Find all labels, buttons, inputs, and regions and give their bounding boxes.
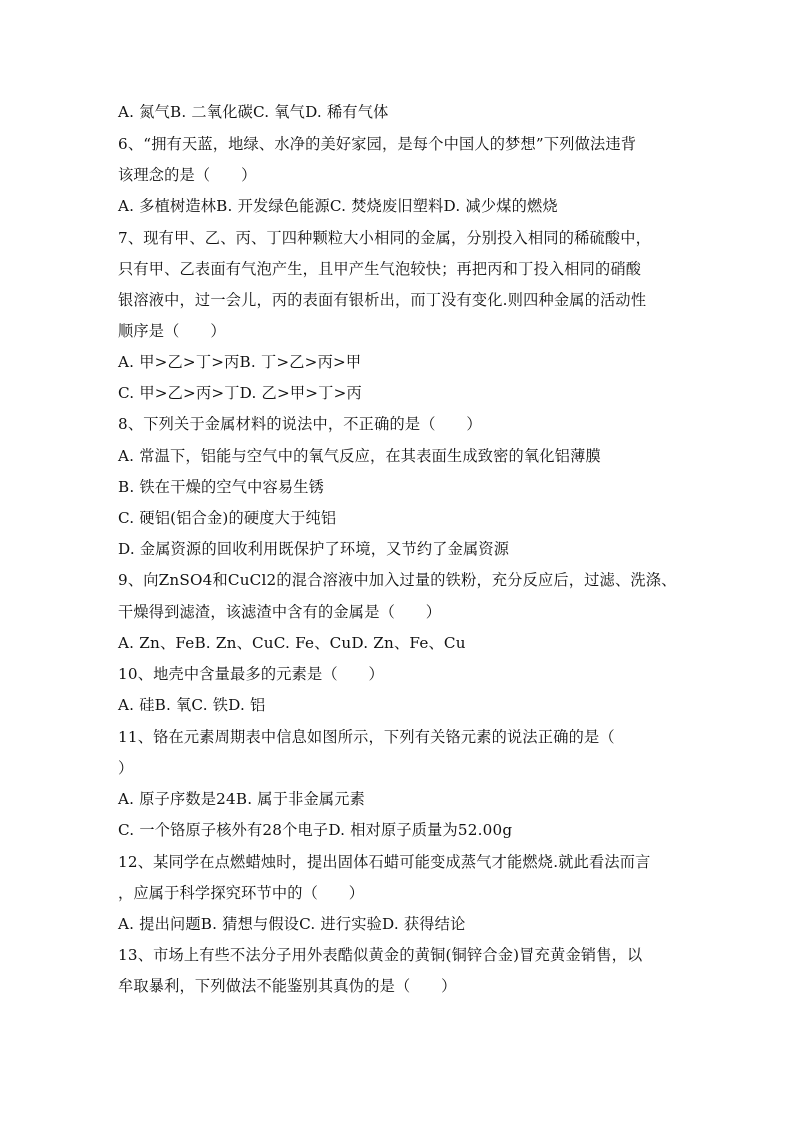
q9-stem-line-2: 干燥得到滤渣，该滤渣中含有的金属是（ ）: [118, 603, 442, 621]
q7-options-ab: A. 甲>乙>丁>丙B. 丁>乙>丙>甲: [118, 353, 362, 371]
q7-stem-line-3: 银溶液中，过一会儿，丙的表面有银析出，而丁没有变化.则四种金属的活动性: [118, 291, 647, 309]
q9-stem-line-1: 9、向ZnSO4和CuCl2的混合溶液中加入过量的铁粉，充分反应后，过滤、洗涤、: [118, 571, 677, 589]
q7-options-cd: C. 甲>乙>丙>丁D. 乙>甲>丁>丙: [118, 384, 362, 402]
q11-options-cd: C. 一个铬原子核外有28个电子D. 相对原子质量为52.00g: [118, 821, 513, 839]
q8-stem: 8、下列关于金属材料的说法中，不正确的是（ ）: [118, 415, 482, 433]
q13-stem-line-2: 牟取暴利，下列做法不能鉴别其真伪的是（ ）: [118, 977, 457, 995]
q6-stem-line-2: 该理念的是（ ）: [118, 166, 257, 184]
q7-stem-line-2: 只有甲、乙表面有气泡产生，且甲产生气泡较快；再把丙和丁投入相同的硝酸: [118, 260, 642, 278]
q12-stem-line-2: ，应属于科学探究环节中的（ ）: [118, 884, 365, 902]
q7-stem-line-4: 顺序是（ ）: [118, 322, 226, 340]
q11-stem-line-2: ）: [118, 759, 134, 777]
q8-option-a: A. 常温下，铝能与空气中的氧气反应，在其表面生成致密的氧化铝薄膜: [118, 447, 601, 465]
q13-stem-line-1: 13、市场上有些不法分子用外表酷似黄金的黄铜(铜锌合金)冒充黄金销售，以: [118, 946, 643, 964]
q10-options: A. 硅B. 氧C. 铁D. 铝: [118, 696, 266, 714]
q11-stem-line-1: 11、铬在元素周期表中信息如图所示，下列有关铬元素的说法正确的是（: [118, 728, 615, 746]
q6-stem-line-1: 6、“拥有天蓝，地绿、水净的美好家园，是每个中国人的梦想”下列做法违背: [118, 135, 637, 153]
q9-options: A. Zn、FeB. Zn、CuC. Fe、CuD. Zn、Fe、Cu: [118, 634, 466, 652]
q5-options: A. 氮气B. 二氧化碳C. 氧气D. 稀有气体: [118, 103, 389, 121]
q7-stem-line-1: 7、现有甲、乙、丙、丁四种颗粒大小相同的金属，分别投入相同的稀硫酸中，: [118, 229, 652, 247]
q10-stem: 10、地壳中含量最多的元素是（ ）: [118, 665, 384, 683]
q8-option-b: B. 铁在干燥的空气中容易生锈: [118, 478, 325, 496]
q6-options: A. 多植树造林B. 开发绿色能源C. 焚烧废旧塑料D. 减少煤的燃烧: [118, 197, 558, 215]
q11-options-ab: A. 原子序数是24B. 属于非金属元素: [118, 790, 366, 808]
q12-stem-line-1: 12、某同学在点燃蜡烛时，提出固体石蜡可能变成蒸气才能燃烧.就此看法而言: [118, 853, 651, 871]
q8-option-c: C. 硬铝(铝合金)的硬度大于纯铝: [118, 509, 337, 527]
q8-option-d: D. 金属资源的回收利用既保护了环境，又节约了金属资源: [118, 540, 510, 558]
q12-options: A. 提出问题B. 猜想与假设C. 进行实验D. 获得结论: [118, 915, 466, 933]
